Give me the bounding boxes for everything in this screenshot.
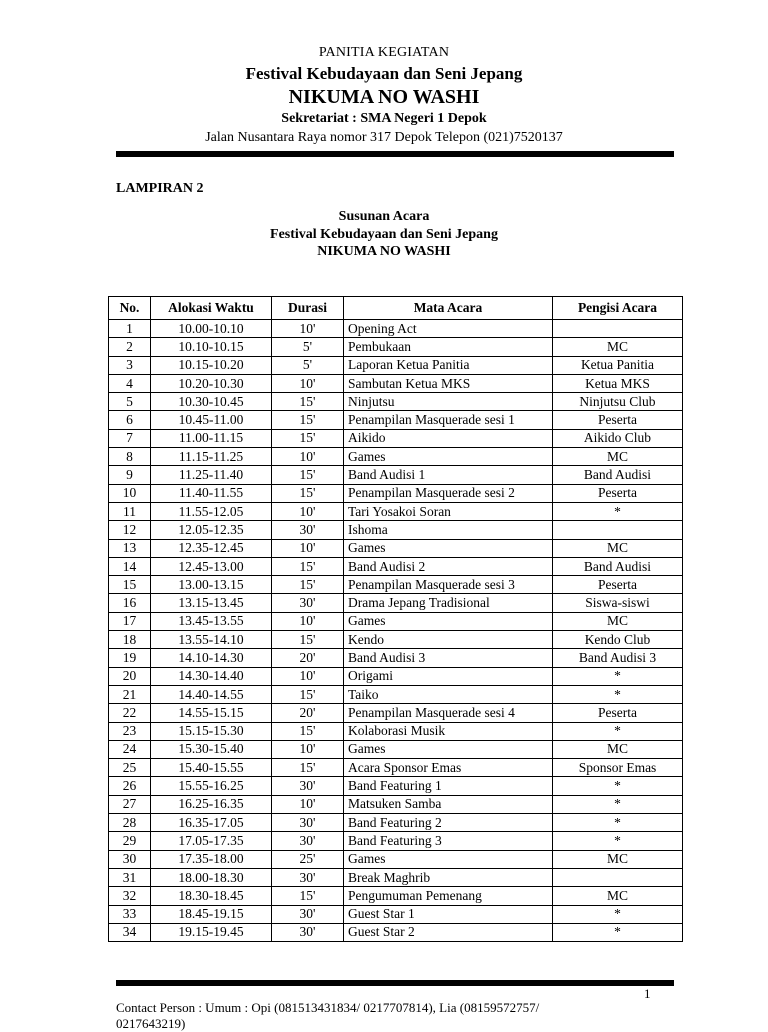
row-no: 3 [109, 356, 151, 374]
row-duration: 10' [272, 374, 344, 392]
table-row [109, 466, 683, 484]
row-performer: MC [553, 338, 683, 356]
row-duration: 30' [272, 923, 344, 941]
row-time: 10.15-10.20 [151, 356, 272, 374]
row-no: 34 [109, 923, 151, 941]
row-performer: Ninjutsu Club [553, 393, 683, 411]
row-performer: * [553, 814, 683, 832]
row-event: Tari Yosakoi Soran [344, 502, 553, 520]
row-time: 13.00-13.15 [151, 576, 272, 594]
schedule-table [108, 296, 683, 942]
row-duration: 20' [272, 649, 344, 667]
committee-label: PANITIA KEGIATAN [318, 45, 450, 60]
table-row [109, 868, 683, 886]
row-duration: 5' [272, 356, 344, 374]
row-no: 13 [109, 539, 151, 557]
row-event: Guest Star 1 [344, 905, 553, 923]
page-number: 1 [644, 986, 651, 1001]
row-event: Games [344, 850, 553, 868]
row-duration: 30' [272, 905, 344, 923]
row-time: 12.05-12.35 [151, 521, 272, 539]
row-time: 16.35-17.05 [151, 814, 272, 832]
row-performer: * [553, 667, 683, 685]
schedule-title-line1: Susunan Acara [338, 209, 430, 224]
row-time: 10.10-10.15 [151, 338, 272, 356]
table-row [109, 539, 683, 557]
row-event: Band Audisi 3 [344, 649, 553, 667]
row-performer [553, 868, 683, 886]
row-event: Games [344, 448, 553, 466]
contact-line-1: Contact Person : Umum : Opi (081513431834/ 0217707814), Lia (08159572757/ [116, 1000, 540, 1015]
row-event: Games [344, 539, 553, 557]
row-performer: * [553, 832, 683, 850]
row-no: 15 [109, 576, 151, 594]
row-event: Band Audisi 1 [344, 466, 553, 484]
row-performer: MC [553, 612, 683, 630]
table-row [109, 521, 683, 539]
row-performer: Peserta [553, 704, 683, 722]
row-time: 14.30-14.40 [151, 667, 272, 685]
row-duration: 15' [272, 576, 344, 594]
row-event: Band Featuring 2 [344, 814, 553, 832]
row-performer: Ketua Panitia [553, 356, 683, 374]
row-duration: 15' [272, 411, 344, 429]
row-event: Acara Sponsor Emas [344, 759, 553, 777]
row-event: Origami [344, 667, 553, 685]
row-duration: 15' [272, 722, 344, 740]
row-time: 10.00-10.10 [151, 320, 272, 338]
row-event: Opening Act [344, 320, 553, 338]
row-no: 32 [109, 887, 151, 905]
row-performer: MC [553, 740, 683, 758]
row-event: Kolaborasi Musik [344, 722, 553, 740]
secretariat: Sekretariat : SMA Negeri 1 Depok [281, 111, 487, 126]
row-event: Games [344, 740, 553, 758]
row-performer: MC [553, 448, 683, 466]
row-event: Penampilan Masquerade sesi 1 [344, 411, 553, 429]
row-time: 11.00-11.15 [151, 429, 272, 447]
row-performer: * [553, 777, 683, 795]
row-duration: 30' [272, 832, 344, 850]
col-header-performer: Pengisi Acara [553, 297, 683, 320]
row-performer: * [553, 923, 683, 941]
table-row [109, 814, 683, 832]
row-no: 6 [109, 411, 151, 429]
row-performer: Aikido Club [553, 429, 683, 447]
row-time: 19.15-19.45 [151, 923, 272, 941]
row-time: 10.30-10.45 [151, 393, 272, 411]
table-row [109, 631, 683, 649]
row-no: 28 [109, 814, 151, 832]
row-no: 1 [109, 320, 151, 338]
row-event: Band Audisi 2 [344, 557, 553, 575]
row-no: 4 [109, 374, 151, 392]
table-row [109, 777, 683, 795]
row-duration: 25' [272, 850, 344, 868]
table-row [109, 722, 683, 740]
row-event: Drama Jepang Tradisional [344, 594, 553, 612]
address: Jalan Nusantara Raya nomor 317 Depok Telepon (021)7520137 [205, 130, 563, 145]
row-performer: MC [553, 539, 683, 557]
table-row [109, 795, 683, 813]
row-event: Band Featuring 1 [344, 777, 553, 795]
table-row [109, 320, 683, 338]
schedule-title-line3: NIKUMA NO WASHI [317, 244, 451, 259]
row-duration: 15' [272, 429, 344, 447]
row-time: 15.55-16.25 [151, 777, 272, 795]
row-time: 12.35-12.45 [151, 539, 272, 557]
row-no: 31 [109, 868, 151, 886]
table-row [109, 649, 683, 667]
row-no: 22 [109, 704, 151, 722]
row-no: 5 [109, 393, 151, 411]
table-row [109, 667, 683, 685]
col-header-no: No. [109, 297, 151, 320]
row-duration: 10' [272, 539, 344, 557]
row-performer: * [553, 502, 683, 520]
header-divider [116, 151, 674, 157]
table-row [109, 448, 683, 466]
row-event: Laporan Ketua Panitia [344, 356, 553, 374]
row-no: 12 [109, 521, 151, 539]
row-performer: Siswa-siswi [553, 594, 683, 612]
row-duration: 30' [272, 594, 344, 612]
table-row [109, 905, 683, 923]
table-row [109, 887, 683, 905]
row-no: 8 [109, 448, 151, 466]
row-duration: 10' [272, 740, 344, 758]
row-time: 18.45-19.15 [151, 905, 272, 923]
row-duration: 10' [272, 667, 344, 685]
row-duration: 10' [272, 320, 344, 338]
row-duration: 10' [272, 502, 344, 520]
row-no: 9 [109, 466, 151, 484]
row-event: Kendo [344, 631, 553, 649]
row-duration: 15' [272, 759, 344, 777]
table-row [109, 374, 683, 392]
row-duration: 15' [272, 557, 344, 575]
festival-name: Festival Kebudayaan dan Seni Jepang [245, 64, 523, 83]
row-time: 17.35-18.00 [151, 850, 272, 868]
table-row [109, 759, 683, 777]
row-performer: Peserta [553, 576, 683, 594]
row-duration: 15' [272, 466, 344, 484]
row-duration: 30' [272, 777, 344, 795]
row-time: 16.25-16.35 [151, 795, 272, 813]
row-no: 29 [109, 832, 151, 850]
row-performer: Peserta [553, 411, 683, 429]
row-performer: Peserta [553, 484, 683, 502]
row-time: 15.15-15.30 [151, 722, 272, 740]
row-no: 7 [109, 429, 151, 447]
row-performer [553, 521, 683, 539]
row-duration: 15' [272, 631, 344, 649]
letterhead [0, 46, 768, 145]
row-time: 18.30-18.45 [151, 887, 272, 905]
row-no: 18 [109, 631, 151, 649]
table-row [109, 594, 683, 612]
row-duration: 10' [272, 448, 344, 466]
row-no: 24 [109, 740, 151, 758]
row-time: 11.40-11.55 [151, 484, 272, 502]
table-row [109, 411, 683, 429]
row-duration: 30' [272, 868, 344, 886]
row-no: 10 [109, 484, 151, 502]
row-performer: * [553, 685, 683, 703]
row-no: 2 [109, 338, 151, 356]
row-no: 17 [109, 612, 151, 630]
row-duration: 15' [272, 685, 344, 703]
row-performer: Band Audisi [553, 466, 683, 484]
row-no: 19 [109, 649, 151, 667]
row-performer: MC [553, 850, 683, 868]
col-header-duration: Durasi [272, 297, 344, 320]
row-no: 30 [109, 850, 151, 868]
table-row [109, 850, 683, 868]
row-event: Taiko [344, 685, 553, 703]
row-performer: MC [553, 887, 683, 905]
row-event: Band Featuring 3 [344, 832, 553, 850]
table-row [109, 429, 683, 447]
row-time: 17.05-17.35 [151, 832, 272, 850]
row-duration: 10' [272, 795, 344, 813]
row-time: 13.55-14.10 [151, 631, 272, 649]
row-time: 14.40-14.55 [151, 685, 272, 703]
row-event: Penampilan Masquerade sesi 4 [344, 704, 553, 722]
table-row [109, 685, 683, 703]
row-time: 14.55-15.15 [151, 704, 272, 722]
row-performer: Band Audisi [553, 557, 683, 575]
col-header-time: Alokasi Waktu [151, 297, 272, 320]
row-time: 13.45-13.55 [151, 612, 272, 630]
row-event: Penampilan Masquerade sesi 2 [344, 484, 553, 502]
row-duration: 15' [272, 887, 344, 905]
row-no: 11 [109, 502, 151, 520]
row-time: 11.15-11.25 [151, 448, 272, 466]
row-no: 26 [109, 777, 151, 795]
row-event: Ishoma [344, 521, 553, 539]
contact-line-2: 0217643219) [116, 1016, 186, 1031]
schedule-title [0, 208, 768, 261]
row-no: 27 [109, 795, 151, 813]
row-time: 14.10-14.30 [151, 649, 272, 667]
row-no: 21 [109, 685, 151, 703]
row-event: Pengumuman Pemenang [344, 887, 553, 905]
table-row [109, 502, 683, 520]
row-performer [553, 320, 683, 338]
table-row [109, 338, 683, 356]
row-event: Break Maghrib [344, 868, 553, 886]
row-no: 25 [109, 759, 151, 777]
row-time: 12.45-13.00 [151, 557, 272, 575]
row-time: 11.55-12.05 [151, 502, 272, 520]
row-time: 10.45-11.00 [151, 411, 272, 429]
table-row [109, 704, 683, 722]
row-duration: 10' [272, 612, 344, 630]
row-performer: * [553, 795, 683, 813]
row-time: 10.20-10.30 [151, 374, 272, 392]
table-body [109, 320, 683, 942]
row-performer: Kendo Club [553, 631, 683, 649]
schedule-title-line2: Festival Kebudayaan dan Seni Jepang [270, 226, 498, 242]
table-row [109, 923, 683, 941]
row-time: 15.40-15.55 [151, 759, 272, 777]
table-row [109, 832, 683, 850]
row-duration: 5' [272, 338, 344, 356]
row-no: 14 [109, 557, 151, 575]
col-header-event: Mata Acara [344, 297, 553, 320]
row-event: Guest Star 2 [344, 923, 553, 941]
row-time: 18.00-18.30 [151, 868, 272, 886]
contact-person [116, 1000, 539, 1032]
row-no: 23 [109, 722, 151, 740]
row-event: Pembukaan [344, 338, 553, 356]
row-duration: 30' [272, 521, 344, 539]
table-row [109, 740, 683, 758]
table-header-row [109, 297, 683, 320]
row-time: 15.30-15.40 [151, 740, 272, 758]
row-no: 33 [109, 905, 151, 923]
row-performer: Ketua MKS [553, 374, 683, 392]
row-duration: 15' [272, 484, 344, 502]
row-event: Ninjutsu [344, 393, 553, 411]
row-no: 20 [109, 667, 151, 685]
row-duration: 20' [272, 704, 344, 722]
row-performer: Band Audisi 3 [553, 649, 683, 667]
row-time: 13.15-13.45 [151, 594, 272, 612]
table-row [109, 356, 683, 374]
row-event: Games [344, 612, 553, 630]
row-performer: Sponsor Emas [553, 759, 683, 777]
footer-divider [116, 980, 674, 986]
table-row [109, 393, 683, 411]
table-row [109, 612, 683, 630]
table-row [109, 557, 683, 575]
table-row [109, 576, 683, 594]
row-duration: 30' [272, 814, 344, 832]
row-time: 11.25-11.40 [151, 466, 272, 484]
row-duration: 15' [272, 393, 344, 411]
row-no: 16 [109, 594, 151, 612]
table-row [109, 484, 683, 502]
row-event: Penampilan Masquerade sesi 3 [344, 576, 553, 594]
event-title: NIKUMA NO WASHI [288, 86, 480, 108]
attachment-label: LAMPIRAN 2 [116, 181, 204, 196]
row-event: Aikido [344, 429, 553, 447]
row-performer: * [553, 722, 683, 740]
row-event: Matsuken Samba [344, 795, 553, 813]
row-performer: * [553, 905, 683, 923]
row-event: Sambutan Ketua MKS [344, 374, 553, 392]
